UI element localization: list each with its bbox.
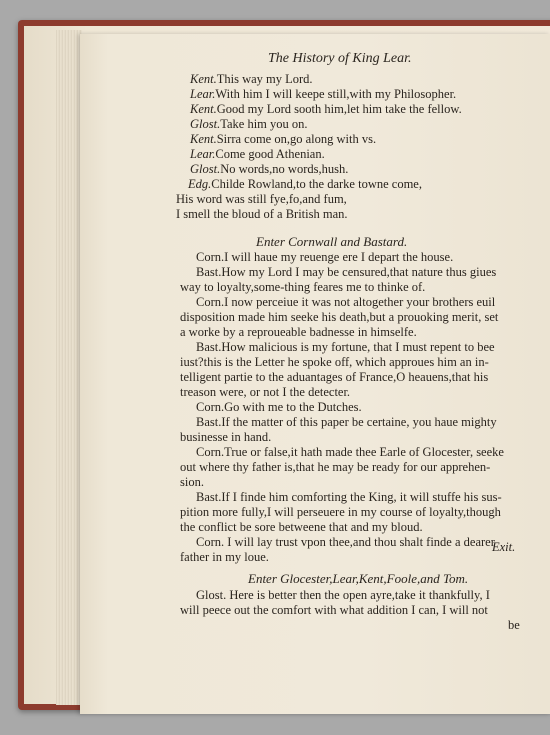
page-edges bbox=[56, 30, 82, 705]
exit-direction: Exit. bbox=[492, 540, 516, 554]
prose-line: Bast.If the matter of this paper be certaine, you haue mighty bbox=[196, 415, 497, 429]
prose-line: a worke by a reproueable badnesse in himselfe. bbox=[180, 325, 417, 339]
prose-line: out where thy father is,that he may be ready for our apprehen- bbox=[180, 460, 491, 474]
prose-line: pition more fully,I will perseuere in my course of loyalty,though bbox=[180, 505, 501, 519]
prose-line: Glost. Here is better then the open ayre,take it thankfully, I bbox=[196, 588, 490, 602]
running-head: The History of King Lear. bbox=[268, 51, 412, 66]
prose-line: disposition made him seeke his death,but a prouoking merit, set bbox=[180, 310, 499, 324]
prose-line: Corn.I will haue my reuenge ere I depart the house. bbox=[196, 250, 454, 264]
prose-line: way to loyalty,some-thing feares me to thinke of. bbox=[180, 280, 426, 294]
prose-line: the conflict be sore betweene that and my bloud. bbox=[180, 520, 423, 534]
speech-line: Glost.No words,no words,hush. bbox=[190, 162, 349, 176]
prose-line: Bast.If I finde him comforting the King, it will stuffe his sus- bbox=[196, 490, 502, 504]
catchword: be bbox=[508, 618, 520, 632]
prose-line: telligent partie to the aduantages of France,O heauens,that his bbox=[180, 370, 489, 384]
speech-line: Lear.With him I will keepe still,with my Philosopher. bbox=[190, 87, 457, 101]
prose-line: Corn. I will lay trust vpon thee,and thou shalt finde a dearer bbox=[196, 535, 495, 549]
speech-line: Kent.Sirra come on,go along with vs. bbox=[190, 132, 377, 146]
verse-line: I smell the bloud of a British man. bbox=[176, 207, 348, 221]
prose-line: Corn.Go with me to the Dutches. bbox=[196, 400, 362, 414]
speech-line: Edg.Childe Rowland,to the darke towne come, bbox=[188, 177, 422, 191]
prose-line: Corn.True or false,it hath made thee Earle of Glocester, seeke bbox=[196, 445, 504, 459]
speech-line: Kent.Good my Lord sooth him,let him take the fellow. bbox=[190, 102, 462, 116]
prose-line: will peece out the comfort with what addition I can, I will not bbox=[180, 603, 488, 617]
prose-line: businesse in hand. bbox=[180, 430, 272, 444]
speech-line: Kent.This way my Lord. bbox=[190, 72, 313, 86]
prose-line: Corn.I now perceiue it was not altogether your brothers euil bbox=[196, 295, 496, 309]
prose-line: iust?this is the Letter he spoke off, which approues him an in- bbox=[180, 355, 489, 369]
speech-line: Glost.Take him you on. bbox=[190, 117, 308, 131]
prose-line: sion. bbox=[180, 475, 204, 489]
prose-line: treason were, or not I the detecter. bbox=[180, 385, 351, 399]
prose-line: Bast.How my Lord I may be censured,that nature thus giues bbox=[196, 265, 497, 279]
speech-line: Lear.Come good Athenian. bbox=[190, 147, 325, 161]
prose-line: father in my loue. bbox=[180, 550, 269, 564]
stage-direction: Enter Cornwall and Bastard. bbox=[256, 234, 408, 249]
stage-direction: Enter Glocester,Lear,Kent,Foole,and Tom. bbox=[248, 571, 469, 586]
prose-line: Bast.How malicious is my fortune, that I must repent to bee bbox=[196, 340, 495, 354]
verse-line: His word was still fye,fo,and fum, bbox=[176, 192, 347, 206]
